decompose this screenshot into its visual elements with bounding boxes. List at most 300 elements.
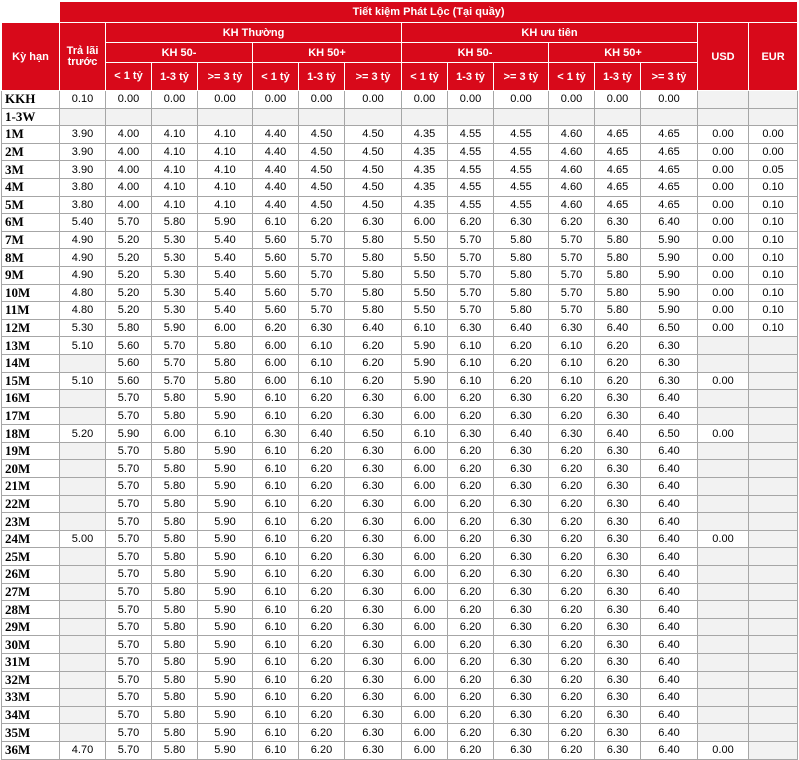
- table-row: [2, 741, 798, 759]
- rate-cell: 6.10: [253, 513, 299, 531]
- prepaid-rate-cell: 5.40: [60, 214, 106, 232]
- usd-rate-cell: [698, 442, 749, 460]
- usd-rate-cell: [698, 91, 749, 109]
- rate-cell: 4.35: [402, 161, 448, 179]
- rate-cell: 6.20: [448, 495, 494, 513]
- rate-cell: [448, 108, 494, 126]
- rate-cell: 6.10: [253, 724, 299, 742]
- rate-cell: 6.30: [494, 478, 549, 496]
- rate-cell: 6.30: [494, 530, 549, 548]
- prepaid-rate-cell: [60, 407, 106, 425]
- rate-cell: 6.40: [494, 425, 549, 443]
- term-cell: 4M: [2, 178, 60, 196]
- rate-cell: 6.30: [595, 460, 641, 478]
- table-row: [2, 478, 798, 496]
- rate-cell: 6.30: [595, 548, 641, 566]
- rate-cell: 5.80: [152, 407, 198, 425]
- usd-rate-cell: [698, 495, 749, 513]
- rate-cell: 6.10: [448, 354, 494, 372]
- rate-cell: 6.40: [641, 495, 698, 513]
- rate-cell: 5.80: [152, 566, 198, 584]
- rate-cell: 5.90: [198, 407, 253, 425]
- rate-cell: 6.40: [641, 654, 698, 672]
- rate-cell: 5.90: [198, 530, 253, 548]
- group-header-regular: KH Thường: [106, 23, 402, 43]
- rate-cell: 4.55: [448, 178, 494, 196]
- term-cell: 5M: [2, 196, 60, 214]
- prepaid-rate-cell: 5.00: [60, 530, 106, 548]
- rate-cell: 6.20: [448, 741, 494, 759]
- table-row: [2, 689, 798, 707]
- rate-table-container: [1, 1, 798, 760]
- rate-cell: 5.90: [198, 654, 253, 672]
- rate-cell: 5.80: [152, 548, 198, 566]
- usd-rate-cell: [698, 566, 749, 584]
- rate-cell: 6.30: [345, 548, 402, 566]
- tier-header-ge3: >= 3 tỷ: [641, 63, 698, 91]
- rate-cell: 6.40: [641, 583, 698, 601]
- rate-cell: 6.30: [595, 706, 641, 724]
- rate-cell: 6.20: [345, 354, 402, 372]
- eur-rate-cell: [749, 425, 798, 443]
- term-cell: 29M: [2, 618, 60, 636]
- table-row: [2, 196, 798, 214]
- rate-cell: 5.80: [152, 495, 198, 513]
- table-row: [2, 390, 798, 408]
- prepaid-rate-cell: 5.20: [60, 425, 106, 443]
- rate-cell: 6.30: [641, 354, 698, 372]
- eur-rate-cell: [749, 407, 798, 425]
- table-row: [2, 583, 798, 601]
- rate-cell: 4.65: [595, 143, 641, 161]
- eur-rate-cell: [749, 724, 798, 742]
- rate-cell: 6.20: [549, 618, 595, 636]
- rate-cell: 5.20: [106, 249, 152, 267]
- rate-cell: 6.30: [494, 460, 549, 478]
- rate-cell: 6.20: [299, 618, 345, 636]
- usd-rate-cell: [698, 618, 749, 636]
- prepaid-rate-cell: [60, 583, 106, 601]
- rate-cell: 5.90: [198, 671, 253, 689]
- rate-cell: 6.30: [345, 724, 402, 742]
- rate-cell: 4.65: [641, 196, 698, 214]
- rate-cell: 6.30: [494, 654, 549, 672]
- rate-cell: 6.20: [494, 337, 549, 355]
- term-cell: 2M: [2, 143, 60, 161]
- rate-cell: 6.10: [253, 407, 299, 425]
- rate-cell: 0.00: [345, 91, 402, 109]
- rate-cell: 5.70: [106, 214, 152, 232]
- eur-rate-cell: 0.10: [749, 249, 798, 267]
- rate-cell: 5.80: [494, 249, 549, 267]
- rate-cell: 6.30: [345, 636, 402, 654]
- rate-cell: 6.20: [448, 583, 494, 601]
- rate-cell: 5.60: [253, 284, 299, 302]
- rate-cell: 6.30: [494, 214, 549, 232]
- rate-cell: 6.20: [448, 548, 494, 566]
- rate-cell: 4.65: [595, 196, 641, 214]
- rate-cell: 5.70: [299, 231, 345, 249]
- rate-cell: 6.10: [299, 372, 345, 390]
- rate-cell: 5.70: [299, 284, 345, 302]
- table-row: [2, 495, 798, 513]
- rate-cell: 6.20: [299, 495, 345, 513]
- table-row: [2, 530, 798, 548]
- rate-cell: 5.70: [549, 266, 595, 284]
- eur-rate-cell: 0.00: [749, 143, 798, 161]
- rate-cell: 6.40: [595, 425, 641, 443]
- rate-cell: 5.90: [198, 566, 253, 584]
- rate-cell: 4.55: [494, 161, 549, 179]
- usd-rate-cell: [698, 583, 749, 601]
- rate-cell: 6.20: [448, 478, 494, 496]
- tier-header-ge3: >= 3 tỷ: [494, 63, 549, 91]
- rate-cell: 6.10: [299, 354, 345, 372]
- usd-rate-cell: [698, 689, 749, 707]
- term-cell: 9M: [2, 266, 60, 284]
- rate-cell: 6.20: [299, 636, 345, 654]
- usd-rate-cell: [698, 654, 749, 672]
- rate-cell: 5.70: [549, 249, 595, 267]
- rate-cell: 6.10: [253, 654, 299, 672]
- rate-cell: 5.90: [402, 372, 448, 390]
- prepaid-rate-cell: [60, 566, 106, 584]
- prepaid-rate-cell: 4.90: [60, 231, 106, 249]
- rate-cell: 6.00: [402, 390, 448, 408]
- term-cell: 3M: [2, 161, 60, 179]
- rate-cell: 6.20: [549, 566, 595, 584]
- rate-cell: 6.20: [253, 319, 299, 337]
- rate-cell: 6.00: [402, 618, 448, 636]
- rate-cell: 6.20: [549, 478, 595, 496]
- rate-cell: 5.60: [253, 266, 299, 284]
- eur-rate-cell: [749, 618, 798, 636]
- eur-rate-cell: [749, 671, 798, 689]
- rate-cell: 6.10: [253, 601, 299, 619]
- rate-cell: 5.90: [198, 689, 253, 707]
- rate-cell: 5.90: [198, 513, 253, 531]
- rate-cell: 6.20: [549, 513, 595, 531]
- rate-cell: 4.50: [299, 178, 345, 196]
- rate-cell: 6.20: [549, 636, 595, 654]
- rate-cell: 6.10: [253, 460, 299, 478]
- rate-cell: 4.65: [641, 178, 698, 196]
- eur-rate-cell: 0.05: [749, 161, 798, 179]
- rate-cell: 5.70: [152, 337, 198, 355]
- rate-cell: 6.40: [345, 319, 402, 337]
- rate-cell: 6.30: [345, 706, 402, 724]
- rate-cell: 6.10: [253, 706, 299, 724]
- rate-cell: 5.70: [106, 548, 152, 566]
- rate-cell: 6.20: [494, 372, 549, 390]
- rate-cell: 6.20: [299, 654, 345, 672]
- rate-cell: 4.65: [641, 126, 698, 144]
- rate-cell: 6.00: [402, 495, 448, 513]
- term-cell: 33M: [2, 689, 60, 707]
- rate-cell: 5.70: [106, 566, 152, 584]
- rate-cell: 6.30: [595, 478, 641, 496]
- usd-rate-cell: 0.00: [698, 214, 749, 232]
- usd-rate-cell: [698, 407, 749, 425]
- table-title: Tiết kiệm Phát Lộc (Tại quầy): [60, 2, 798, 23]
- rate-cell: 6.20: [299, 724, 345, 742]
- usd-rate-cell: [698, 354, 749, 372]
- rate-cell: 6.40: [641, 530, 698, 548]
- term-cell: 28M: [2, 601, 60, 619]
- usd-rate-cell: 0.00: [698, 284, 749, 302]
- rate-cell: 5.20: [106, 284, 152, 302]
- rate-cell: 4.55: [448, 126, 494, 144]
- rate-cell: 5.70: [106, 460, 152, 478]
- rate-cell: 5.80: [152, 390, 198, 408]
- rate-cell: 4.50: [299, 126, 345, 144]
- rate-cell: [253, 108, 299, 126]
- rate-cell: 5.70: [448, 284, 494, 302]
- term-cell: 30M: [2, 636, 60, 654]
- table-row: [2, 601, 798, 619]
- rate-cell: 5.50: [402, 249, 448, 267]
- term-cell: 34M: [2, 706, 60, 724]
- rate-cell: 5.80: [345, 249, 402, 267]
- rate-cell: 5.80: [106, 319, 152, 337]
- eur-rate-cell: 0.10: [749, 178, 798, 196]
- rate-cell: 6.30: [494, 513, 549, 531]
- rate-cell: 4.10: [152, 196, 198, 214]
- rate-cell: 6.10: [253, 548, 299, 566]
- rate-cell: 5.90: [198, 460, 253, 478]
- rate-cell: 5.70: [549, 284, 595, 302]
- table-row: [2, 161, 798, 179]
- rate-cell: 6.30: [494, 548, 549, 566]
- usd-rate-cell: 0.00: [698, 161, 749, 179]
- term-cell: KKH: [2, 91, 60, 109]
- table-row: [2, 143, 798, 161]
- prepaid-rate-cell: 5.30: [60, 319, 106, 337]
- table-row: [2, 126, 798, 144]
- rate-cell: 4.60: [549, 143, 595, 161]
- eur-rate-cell: [749, 548, 798, 566]
- rate-cell: 5.30: [152, 302, 198, 320]
- rate-cell: [494, 108, 549, 126]
- rate-cell: 4.55: [494, 126, 549, 144]
- rate-cell: 6.10: [253, 671, 299, 689]
- rate-cell: 4.50: [345, 161, 402, 179]
- rate-cell: 5.80: [494, 266, 549, 284]
- table-row: [2, 618, 798, 636]
- prepaid-rate-cell: [60, 442, 106, 460]
- rate-cell: 5.70: [106, 530, 152, 548]
- rate-cell: 6.20: [299, 671, 345, 689]
- rate-cell: 4.40: [253, 126, 299, 144]
- prepaid-column-header: Trả lãi trước: [60, 23, 106, 91]
- rate-cell: 6.30: [494, 689, 549, 707]
- term-cell: 18M: [2, 425, 60, 443]
- rate-cell: 6.20: [299, 583, 345, 601]
- rate-cell: 6.30: [595, 618, 641, 636]
- table-body: [2, 91, 798, 760]
- term-cell: 15M: [2, 372, 60, 390]
- rate-cell: 5.30: [152, 284, 198, 302]
- rate-cell: 6.20: [494, 354, 549, 372]
- rate-cell: 5.80: [152, 689, 198, 707]
- rate-cell: 6.00: [402, 513, 448, 531]
- rate-cell: 6.30: [595, 407, 641, 425]
- eur-rate-cell: [749, 442, 798, 460]
- rate-cell: 5.70: [106, 407, 152, 425]
- rate-cell: 6.30: [345, 478, 402, 496]
- rate-cell: 4.55: [494, 196, 549, 214]
- rate-cell: 5.90: [198, 495, 253, 513]
- rate-cell: 6.00: [402, 636, 448, 654]
- rate-cell: 6.30: [345, 513, 402, 531]
- rate-cell: 6.20: [448, 654, 494, 672]
- term-cell: 22M: [2, 495, 60, 513]
- rate-cell: 6.20: [549, 530, 595, 548]
- rate-cell: 6.00: [402, 671, 448, 689]
- rate-cell: 5.80: [595, 231, 641, 249]
- rate-cell: 6.30: [345, 214, 402, 232]
- rate-cell: 6.20: [345, 372, 402, 390]
- rate-cell: 5.20: [106, 302, 152, 320]
- rate-cell: 5.70: [448, 302, 494, 320]
- rate-cell: 5.50: [402, 266, 448, 284]
- prepaid-rate-cell: [60, 495, 106, 513]
- rate-cell: 6.20: [448, 601, 494, 619]
- rate-cell: 5.70: [549, 231, 595, 249]
- usd-rate-cell: [698, 478, 749, 496]
- age-header-regular-over50: KH 50+: [253, 43, 402, 63]
- rate-cell: 6.20: [448, 618, 494, 636]
- rate-cell: 6.10: [253, 214, 299, 232]
- rate-cell: 5.90: [641, 249, 698, 267]
- rate-cell: 6.30: [299, 319, 345, 337]
- eur-rate-cell: [749, 530, 798, 548]
- term-cell: 10M: [2, 284, 60, 302]
- rate-cell: 5.20: [106, 231, 152, 249]
- rate-cell: 6.30: [595, 741, 641, 759]
- usd-rate-cell: 0.00: [698, 741, 749, 759]
- term-cell: 14M: [2, 354, 60, 372]
- rate-cell: 6.30: [494, 442, 549, 460]
- term-cell: 25M: [2, 548, 60, 566]
- rate-cell: 6.10: [253, 495, 299, 513]
- eur-rate-cell: [749, 495, 798, 513]
- rate-cell: 6.00: [253, 337, 299, 355]
- term-cell: 27M: [2, 583, 60, 601]
- eur-rate-cell: [749, 706, 798, 724]
- rate-cell: 6.20: [448, 513, 494, 531]
- rate-cell: 5.90: [152, 319, 198, 337]
- prepaid-rate-cell: 3.80: [60, 178, 106, 196]
- table-row: [2, 284, 798, 302]
- rate-cell: 6.20: [595, 337, 641, 355]
- rate-cell: 6.30: [595, 214, 641, 232]
- rate-cell: 4.35: [402, 178, 448, 196]
- rate-cell: 4.00: [106, 126, 152, 144]
- rate-cell: 6.20: [448, 442, 494, 460]
- rate-cell: 6.40: [641, 741, 698, 759]
- tier-header-lt1: < 1 tỷ: [253, 63, 299, 91]
- rate-cell: [152, 108, 198, 126]
- rate-cell: 6.40: [641, 478, 698, 496]
- term-cell: 32M: [2, 671, 60, 689]
- rate-cell: 4.10: [198, 126, 253, 144]
- rate-cell: 6.00: [253, 354, 299, 372]
- rate-cell: 5.70: [106, 495, 152, 513]
- eur-rate-cell: [749, 583, 798, 601]
- rate-cell: 5.90: [198, 390, 253, 408]
- rate-cell: 6.30: [641, 372, 698, 390]
- rate-cell: 6.10: [402, 425, 448, 443]
- table-row: [2, 724, 798, 742]
- age-header-regular-under50: KH 50-: [106, 43, 253, 63]
- rate-cell: 5.70: [299, 249, 345, 267]
- rate-cell: 0.00: [595, 91, 641, 109]
- eur-rate-cell: [749, 460, 798, 478]
- rate-cell: 5.80: [494, 302, 549, 320]
- eur-rate-cell: 0.10: [749, 284, 798, 302]
- rate-cell: 6.10: [402, 319, 448, 337]
- rate-cell: 6.10: [253, 442, 299, 460]
- rate-cell: 6.30: [345, 618, 402, 636]
- rate-cell: 6.20: [448, 724, 494, 742]
- rate-cell: 6.30: [595, 671, 641, 689]
- rate-cell: 6.30: [345, 583, 402, 601]
- rate-cell: 6.20: [299, 706, 345, 724]
- rate-cell: 4.65: [595, 178, 641, 196]
- rate-cell: 5.60: [253, 231, 299, 249]
- rate-cell: 5.80: [152, 442, 198, 460]
- rate-cell: 6.00: [402, 654, 448, 672]
- rate-cell: 4.40: [253, 196, 299, 214]
- rate-cell: 6.00: [402, 601, 448, 619]
- eur-rate-cell: [749, 337, 798, 355]
- table-row: [2, 442, 798, 460]
- rate-cell: 5.90: [198, 741, 253, 759]
- rate-cell: 6.30: [549, 425, 595, 443]
- prepaid-rate-cell: [60, 548, 106, 566]
- rate-cell: 5.70: [106, 671, 152, 689]
- rate-cell: 5.50: [402, 231, 448, 249]
- prepaid-rate-cell: [60, 354, 106, 372]
- table-row: [2, 548, 798, 566]
- rate-cell: 6.40: [641, 636, 698, 654]
- prepaid-rate-cell: [60, 460, 106, 478]
- eur-rate-cell: 0.00: [749, 126, 798, 144]
- rate-cell: 5.90: [641, 284, 698, 302]
- table-row: [2, 513, 798, 531]
- rate-cell: 6.20: [299, 741, 345, 759]
- rate-cell: 6.20: [549, 548, 595, 566]
- table-row: [2, 566, 798, 584]
- rate-cell: 4.50: [345, 178, 402, 196]
- rate-cell: 6.20: [549, 671, 595, 689]
- eur-rate-cell: 0.10: [749, 231, 798, 249]
- rate-cell: 6.20: [448, 530, 494, 548]
- rate-cell: 5.80: [198, 337, 253, 355]
- eur-rate-cell: 0.10: [749, 266, 798, 284]
- rate-cell: 6.30: [345, 495, 402, 513]
- rate-cell: 6.20: [549, 214, 595, 232]
- tier-header-1-3: 1-3 tỷ: [448, 63, 494, 91]
- usd-rate-cell: 0.00: [698, 249, 749, 267]
- rate-cell: 0.00: [106, 91, 152, 109]
- usd-rate-cell: [698, 706, 749, 724]
- usd-rate-cell: [698, 390, 749, 408]
- term-cell: 7M: [2, 231, 60, 249]
- usd-rate-cell: 0.00: [698, 178, 749, 196]
- rate-cell: 4.40: [253, 143, 299, 161]
